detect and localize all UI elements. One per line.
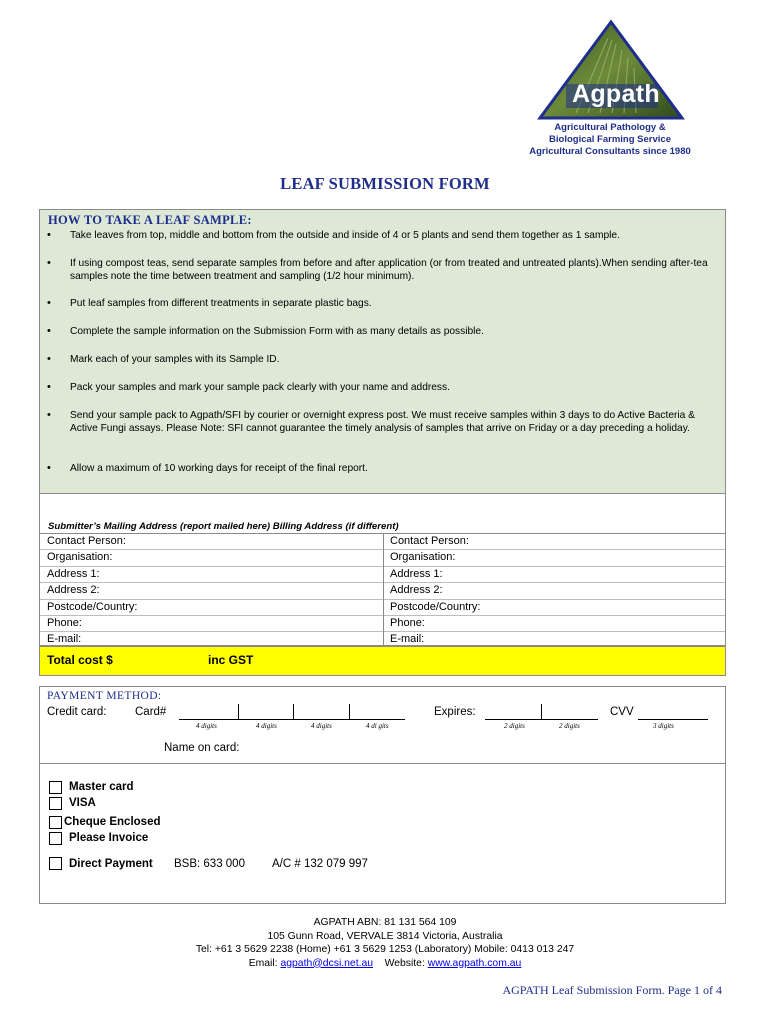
agpath-logo bbox=[536, 18, 686, 122]
instructions-title: HOW TO TAKE A LEAF SAMPLE: bbox=[48, 213, 252, 227]
website-link[interactable]: www.agpath.com.au bbox=[427, 957, 522, 969]
direct-payment-checkbox[interactable] bbox=[49, 857, 62, 870]
email-label: Email: bbox=[248, 957, 278, 969]
bullet-icon: • bbox=[47, 257, 51, 269]
page-number-note: AGPATH Leaf Submission Form. Page 1 of 4 bbox=[502, 983, 722, 997]
expiry-year-field[interactable] bbox=[542, 704, 598, 720]
mailing-organisation-field[interactable]: Organisation: bbox=[47, 551, 113, 564]
cvv-digit-hint: 3 digits bbox=[653, 722, 674, 730]
mailing-phone-field[interactable]: Phone: bbox=[47, 616, 82, 629]
payment-section bbox=[39, 686, 726, 904]
tagline-line-2: Biological Farming Service bbox=[549, 134, 671, 145]
billing-contact-person-field[interactable]: Contact Person: bbox=[390, 535, 469, 547]
mailing-contact-person-field[interactable]: Contact Person: bbox=[47, 535, 126, 547]
address-column-divider bbox=[383, 533, 384, 645]
footer-phones: Tel: +61 3 5629 2238 (Home) +61 3 5629 1253 (Laboratory) Mobile: 0413 013 247 bbox=[195, 944, 575, 955]
website-label: Website: bbox=[384, 957, 425, 969]
billing-address-1-field[interactable]: Address 1: bbox=[390, 567, 443, 580]
bullet-icon: • bbox=[47, 229, 51, 241]
cvv-label: CVV bbox=[610, 706, 634, 718]
footer-address: 105 Gunn Road, VERVALE 3814 Victoria, Australia bbox=[267, 930, 503, 942]
card-number-segment-2[interactable] bbox=[239, 704, 292, 720]
total-cost-label: Total cost $ bbox=[47, 653, 113, 667]
expires-label: Expires: bbox=[434, 706, 476, 718]
billing-address-2-field[interactable]: Address 2: bbox=[390, 584, 443, 597]
name-on-card-label: Name on card: bbox=[164, 742, 240, 754]
mailing-email-field[interactable]: E-mail: bbox=[47, 633, 82, 646]
bullet-icon: • bbox=[47, 381, 51, 393]
tagline-line-3: Agricultural Consultants since 1980 bbox=[529, 146, 691, 157]
master-card-checkbox[interactable] bbox=[49, 781, 62, 794]
address-heading: Submitter’s Mailing Address (report mailed here) Billing Address (if different) bbox=[48, 521, 399, 532]
visa-checkbox[interactable] bbox=[49, 797, 62, 810]
card-number-segment-4[interactable] bbox=[350, 704, 405, 720]
master-card-label: Master card bbox=[69, 781, 134, 793]
gst-label: inc GST bbox=[208, 653, 254, 667]
billing-organisation-field[interactable]: Organisation: bbox=[390, 551, 456, 564]
email-link[interactable]: agpath@dcsi.net.au bbox=[280, 957, 374, 969]
card-digit-hint: 4 digits bbox=[256, 722, 277, 730]
cheque-enclosed-checkbox[interactable] bbox=[49, 816, 62, 829]
card-digit-hint: 4 di gits bbox=[366, 722, 389, 730]
bullet-icon: • bbox=[47, 353, 51, 365]
card-digit-hint: 4 digits bbox=[196, 722, 217, 730]
cheque-enclosed-label: Cheque Enclosed bbox=[64, 816, 161, 828]
footer bbox=[0, 916, 770, 970]
logo-text: Agpath bbox=[572, 80, 660, 108]
bullet-icon: • bbox=[47, 462, 51, 474]
mailing-postcode-country-field[interactable]: Postcode/Country: bbox=[47, 600, 138, 613]
expiry-digit-hint: 2 digits bbox=[559, 722, 580, 730]
form-title: LEAF SUBMISSION FORM bbox=[280, 174, 490, 193]
address-section bbox=[39, 494, 726, 646]
total-cost-bar bbox=[39, 646, 726, 676]
footer-abn: AGPATH ABN: 81 131 564 109 bbox=[313, 917, 457, 928]
tagline-line-1: Agricultural Pathology & bbox=[554, 122, 666, 133]
mailing-address-1-field[interactable]: Address 1: bbox=[47, 567, 100, 580]
billing-email-field[interactable]: E-mail: bbox=[390, 633, 425, 646]
billing-postcode-country-field[interactable]: Postcode/Country: bbox=[390, 600, 481, 613]
account-number: A/C # 132 079 997 bbox=[272, 858, 368, 870]
visa-label: VISA bbox=[69, 797, 96, 809]
company-tagline bbox=[500, 122, 720, 158]
cvv-field[interactable] bbox=[638, 704, 708, 720]
expiry-month-field[interactable] bbox=[485, 704, 540, 720]
bullet-icon: • bbox=[47, 409, 51, 421]
payment-title: PAYMENT METHOD: bbox=[47, 690, 162, 702]
direct-payment-label: Direct Payment bbox=[69, 858, 153, 870]
bullet-icon: • bbox=[47, 325, 51, 337]
instructions-box: HOW TO TAKE A LEAF SAMPLE: • Take leaves from top, middle and bottom from the outside and inside of 4 or 5 plants and send them together as 1 sample. • If using compost teas, send separate samples from before and after application (or from treated and untreated plants).When sending after-tea samples note the time between treatment and sampling (1/2 hour minimum). • Put leaf samples from different treatments in separate plastic bags. • Complete the sample information on the Submission Form with as many details as possible. • Mark each of your samples with its Sample ID. • Pack your samples and mark your sample pack clearly with your name and address. • Send your sample pack to Agpath/SFI by courier or overnight express post. We must receive samples within 3 days to do Active Bacteria & Active Fungi assays. Please Note: SFI cannot guarantee the timely analysis of samples that arrive on Friday or a day preceding a holiday. • Allow a maximum of 10 working days for receipt of the final report. bbox=[39, 209, 726, 494]
bsb-number: BSB: 633 000 bbox=[174, 858, 245, 870]
card-digit-hint: 4 digits bbox=[311, 722, 332, 730]
footer-contact-line bbox=[0, 957, 770, 971]
please-invoice-checkbox[interactable] bbox=[49, 832, 62, 845]
bullet-icon: • bbox=[47, 297, 51, 309]
credit-card-label: Credit card: bbox=[47, 706, 107, 718]
expiry-digit-hint: 2 digits bbox=[504, 722, 525, 730]
card-number-segment-3[interactable] bbox=[294, 704, 348, 720]
payment-divider bbox=[40, 763, 725, 764]
card-number-label: Card# bbox=[135, 706, 167, 718]
card-number-segment-1[interactable] bbox=[179, 704, 237, 720]
mailing-address-2-field[interactable]: Address 2: bbox=[47, 584, 100, 597]
please-invoice-label: Please Invoice bbox=[69, 832, 149, 844]
name-on-card-field[interactable] bbox=[254, 739, 704, 757]
billing-phone-field[interactable]: Phone: bbox=[390, 616, 425, 629]
